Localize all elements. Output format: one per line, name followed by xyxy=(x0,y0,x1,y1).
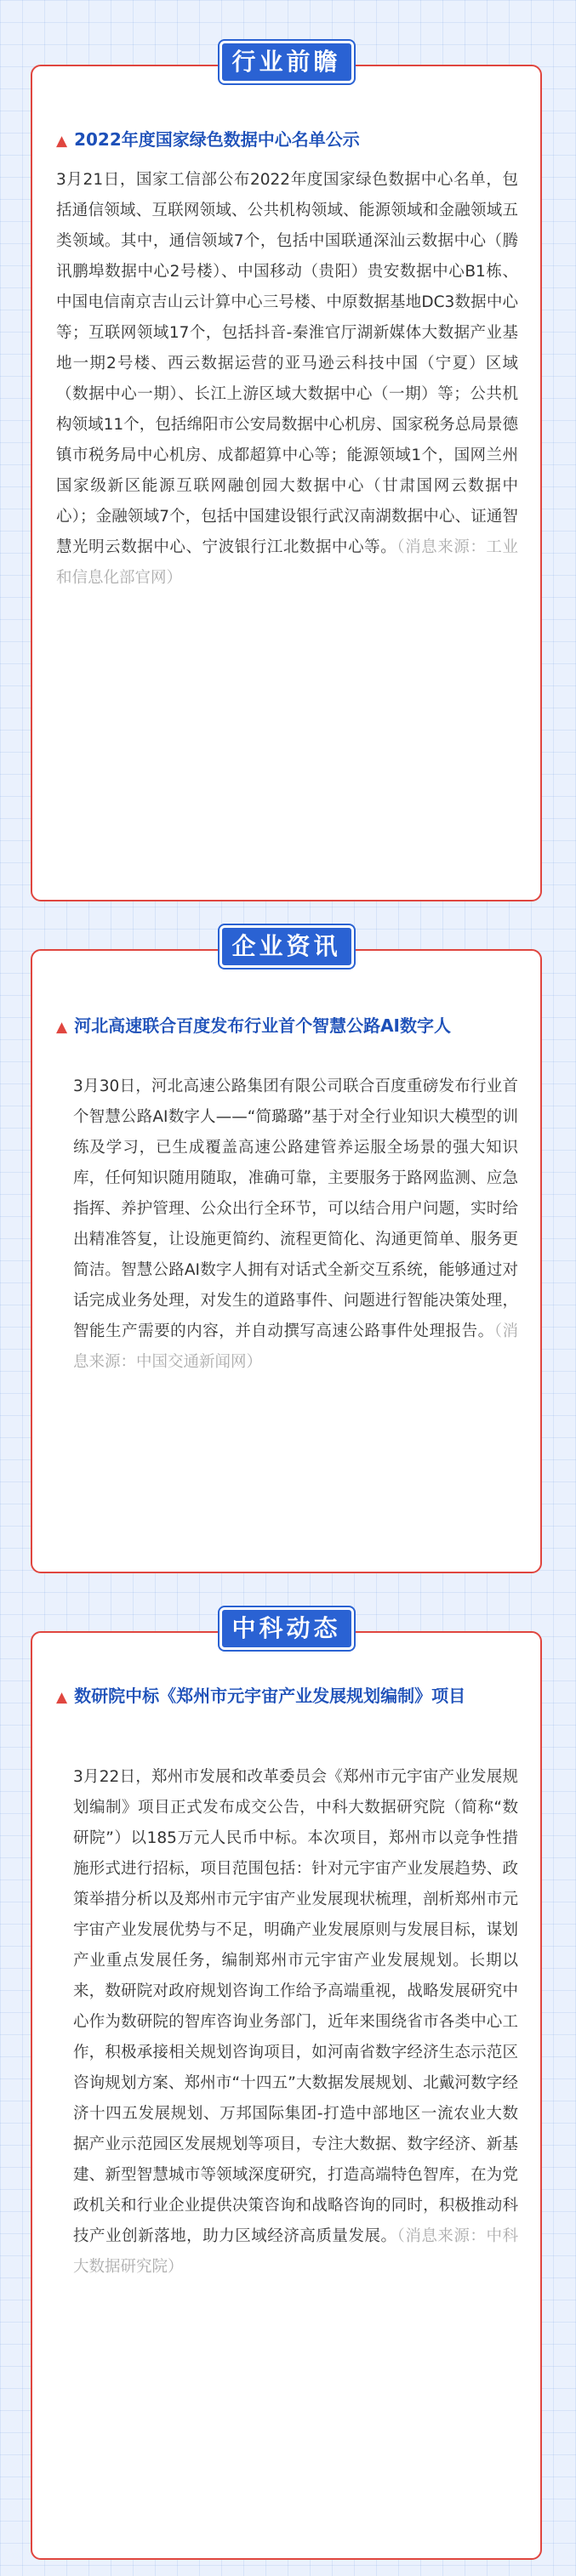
news-source: （消息来源：工业和信息化部官网） xyxy=(56,538,518,587)
section-industry-outlook xyxy=(31,41,542,901)
news-body-text: 3月30日，河北高速公路集团有限公司联合百度重磅发布行业首个智慧公路AI数字人——“简璐璐”基于对全行业知识大模型的训练及学习，已生成覆盖高速公路建管养运服全场景的强大知识库，任何知识随用随取，准确可靠，主要服务于路网监测、应急指挥、养护管理、公众出行全环节，可以结合用户问题，实时给出精准答复，让设施更简约、流程更简化、沟通更简单、服务更简洁。智慧公路AI数字人拥有对话式全新交互系统，能够通过对话完成业务处理，对发生的道路事件、问题进行智能决策处理，智能生产需要的内容，并自动撰写高速公路事件处理报告。 xyxy=(73,1078,518,1340)
triangle-icon: ▲ xyxy=(56,1689,68,1706)
headline-text: 河北高速联合百度发布行业首个智慧公路AI数字人 xyxy=(74,1015,451,1036)
news-card xyxy=(31,65,542,901)
news-source: （消息来源：中国交通新闻网） xyxy=(73,1322,518,1371)
news-headline[interactable] xyxy=(56,1680,520,1713)
news-headline[interactable] xyxy=(56,1010,520,1043)
section-badge: 企业资讯 xyxy=(220,925,354,968)
headline-text: 数研院中标《郑州市元宇宙产业发展规划编制》项目 xyxy=(74,1686,466,1706)
news-headline[interactable] xyxy=(56,124,520,156)
section-company-news xyxy=(31,925,542,1573)
section-cas-news xyxy=(31,1607,542,2560)
news-body xyxy=(73,1072,518,1378)
triangle-icon: ▲ xyxy=(56,133,68,150)
news-body-text: 3月22日，郑州市发展和改革委员会《郑州市元宇宙产业发展规划编制》项目正式发布成交公告，中科大数据研究院（简称“数研院”）以185万元人民币中标。本次项目，郑州市以竞争性措施形式进行招标，项目范围包括：针对元宇宙产业发展趋势、政策举措分析以及郑州市元宇宙产业发展现状梳理，剖析郑州市元宇宙产业发展优势与不足，明确产业发展原则与发展目标，谋划产业重点发展任务，编制郑州市元宇宙产业发展规划。长期以来，数研院对政府规划咨询工作给予高端重视，战略发展研究中心作为数研院的智库咨询业务部门，近年来围绕省市各类中心工作，积极承接相关规划咨询项目，如河南省数字经济生态示范区咨询规划方案、郑州市“十四五”大数据发展规划、北戴河数字经济十四五发展规划、万邦国际集团-打造中部地区一流农业大数据产业示范园区发展规划等项目，专注大数据、数字经济、新基建、新型智慧城市等领域深度研究，打造高端特色智库，在为党政机关和行业企业提供决策咨询和战略咨询的同时，积极推动科技产业创新落地，助力区域经济高质量发展。 xyxy=(73,1768,518,2245)
news-body xyxy=(73,1762,518,2283)
news-body-text: 3月21日，国家工信部公布2022年度国家绿色数据中心名单，包括通信领域、互联网领域、公共机构领域、能源领域和金融领域五类领域。其中，通信领域7个，包括中国联通深汕云数据中心（腾讯鹏埠数据中心2号楼）、中国移动（贵阳）贵安数据中心B1栋、中国电信南京吉山云计算中心三号楼、中原数据基地DC3数据中心等；互联网领域17个，包括抖音-秦淮官厅湖新媒体大数据产业基地一期2号楼、西云数据运营的亚马逊云科技中国（宁夏）区域（数据中心一期）、长江上游区域大数据中心（一期）等；公共机构领域11个，包括绵阳市公安局数据中心机房、国家税务总局景德镇市税务局中心机房、成都超算中心等；能源领域1个，国网兰州国家级新区能源互联网融创园大数据中心（甘肃国网云数据中心）；金融领域7个，包括中国建设银行武汉南湖数据中心、证通智慧光明云数据中心、宁波银行江北数据中心等。 xyxy=(56,171,518,556)
news-body xyxy=(56,165,518,594)
headline-text: 2022年度国家绿色数据中心名单公示 xyxy=(74,129,360,150)
news-card xyxy=(31,949,542,1573)
news-card xyxy=(31,1631,542,2560)
section-badge: 中科动态 xyxy=(220,1607,354,1650)
section-badge: 行业前瞻 xyxy=(220,41,354,83)
news-source: （消息来源：中科大数据研究院） xyxy=(73,2227,518,2276)
triangle-icon: ▲ xyxy=(56,1019,68,1036)
